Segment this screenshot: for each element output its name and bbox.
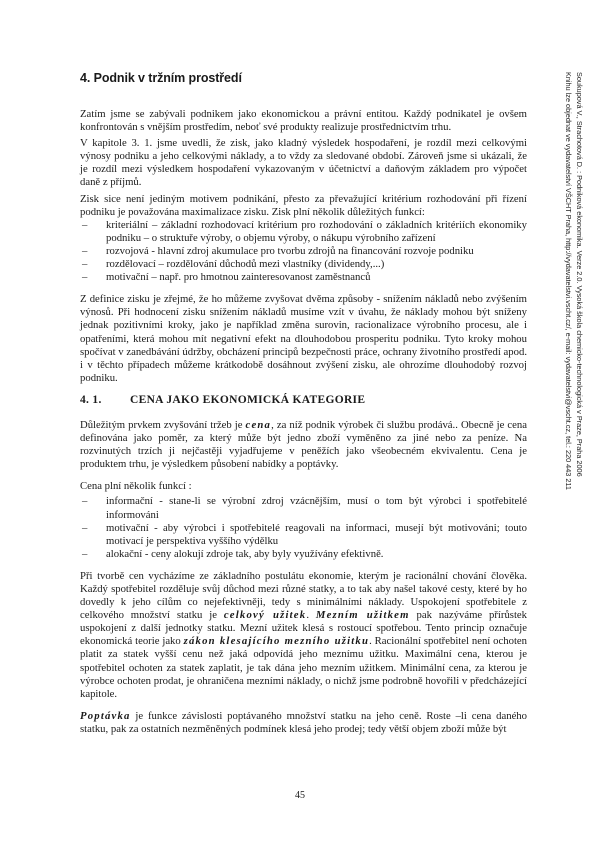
price-functions-list — [80, 495, 527, 560]
utility-paragraph: Při tvorbě cen vycházíme ze základního postulátu ekonomie, kterým je racionální chování člověka. Každý spotřebitel rozděluje svůj důchod mezi různé statky, a to tak aby našel takové cesty, které by ho dovedly k jeho cílům co nejefektivněji, tedy s minimálními náklady. Uspokojení spotřebitele z celkového množství statku je celkový užitek. Mezním užitkem pak nazýváme přírůstek uspokojení z další jednotky statku. Mezní užitek klesá s rostoucí spotřebou. Tento princip označuje ekonomická teorie jako zákon klesajícího mezního užitku. Racionální spotřebitel není ochoten platit za statek vyšší cenu než jaká odpovídá jeho meznímu užitku. Maximální cena, kterou je spotřebitel ochoten za statek zaplatit, je tak dána jeho mezním užitkem. Minimální cena, za kterou je výrobce ochoten prodat, je ohraničena mezními náklady, o nichž jsme podrobně hovořili v předcházející kapitole. — [80, 569, 528, 700]
list-item: – rozvojová - hlavní zdroj akumulace pro tvorbu zdrojů na financování rozvoje podniku — [80, 245, 527, 258]
price-paragraph: Důležitým prvkem zvyšování tržeb je cena, za níž podnik výrobek či službu prodává.. Obecně je cena definována jako poměr, za který může být jedno zboží vyměněno za jiné nebo za peníze. Na rozvinutých trzích ji nejčastěji vyjadřujeme v peněžích jako všeobecném ekvivalentu. Cena je produktem trhu, je výsledkem působení nabídky a poptávky. — [80, 418, 528, 471]
body-text — [80, 108, 527, 745]
price-functions-intro: Cena plní několik funkcí : — [80, 480, 192, 493]
intro-paragraph: Zisk sice není jediným motivem podnikání, přesto za převažující kritérium rozhodování při řízení podniku je považována maximalizace zisku. Zisk plní několik důležitých funkcí: — [80, 192, 527, 218]
list-item: – rozdělovací – rozdělování důchodů mezi vlastníky (dividendy,...) — [80, 258, 527, 271]
side-citation — [545, 72, 585, 672]
citation-line: Knihu lze objednat ve vydavatelství VŠCHT Praha, http://vydavatelstvi.vscht.cz/, e-mail: vydavatelstvi@vscht.cz, tel.: 220 443 211 — [564, 72, 573, 490]
term-emphasis: zákon klesajícího mezního užitku — [183, 635, 370, 648]
section-title: CENA JAKO EKONOMICKÁ KATEGORIE — [130, 393, 366, 406]
list-item: – alokační - ceny alokují zdroje tak, aby byly využívány efektivně. — [80, 548, 527, 561]
page-number: 45 — [295, 790, 305, 801]
term-emphasis: cena — [245, 418, 272, 431]
citation-line: Soukupová V., Strachotová D. : Podniková ekonomika. Verze 2.0. Vysoká škola chemicko-technologická v Praze, Praha 2006 — [575, 72, 584, 477]
profit-paragraph: Z definice zisku je zřejmé, že ho můžeme zvyšovat dvěma způsoby - snížením nákladů nebo zvýšením výnosů. Při hodnocení zisku snížením nákladů musíme vzít v úvahu, že náklady mohou být sníženy jednak pozitivními kroky, jako je například změna surovin, racionalizace výrobního procesu, ale i opatřeními, která mohou mít negativní efekt na dlouhodobou prosperitu podniku. Tyto kroky mohou spočívat v zanedbávání údržby, obcházení principů bezpečnosti práce, ochrany životního prostředí apod. i v těchto případech můžeme krátkodobě dosáhnout zvýšení zisku, ale ohrozíme dlouhodobý rozvoj podniku. — [80, 293, 527, 384]
section-heading — [80, 394, 527, 407]
list-item: – motivační - aby výrobci i spotřebitelé reagovali na informaci, musejí být motivováni; touto motivací je perspektiva vyššího výdělku — [80, 522, 527, 548]
term-emphasis: Poptávka — [80, 709, 131, 722]
list-item: – kriteriální – základní rozhodovací kritérium pro rozhodování o základních kritériích ekonomiky podniku – o struktuře výroby, o objemu výroby, o nákupu výrobního zařízení — [80, 219, 527, 245]
list-item: – informační - stane-li se výrobní zdroj vzácnějším, musí o tom být výrobci i spotřebitelé informováni — [80, 495, 527, 521]
demand-paragraph: Poptávka je funkce závislosti poptávaného množství statku na jeho ceně. Roste –li cena daného statku, pak za ostatních nezměněných podmínek klesá jeho prodej; tedy větší objem zboží může být — [80, 709, 527, 735]
intro-paragraph: Zatím jsme se zabývali podnikem jako ekonomickou a právní entitou. Každý podnikatel je ovšem konfrontován s vnějším prostředím, neboť své produkty realizuje prostřednictvím trhu. — [80, 108, 527, 134]
section-number: 4. 1. — [80, 393, 102, 406]
profit-functions-list — [80, 219, 527, 284]
list-item: – motivační – např. pro hmotnou zainteresovanost zaměstnanců — [80, 271, 527, 284]
chapter-title: 4. Podnik v tržním prostředí — [80, 71, 242, 85]
intro-paragraph: V kapitole 3. 1. jsme uvedli, že zisk, jako kladný výsledek hospodaření, je rozdíl mezi celkovými výnosy podniku a jeho celkovými náklady, a to vždy za sledované období. Zároveň jsme si ukázali, že je rozdíl mezi výsledkem hospodaření vykazovaným v účetnictví a daňovým základem pro výpočet daně z příjmů. — [80, 137, 527, 189]
term-emphasis: celkový užitek — [223, 609, 307, 622]
term-emphasis: Mezním užitkem — [315, 609, 410, 622]
